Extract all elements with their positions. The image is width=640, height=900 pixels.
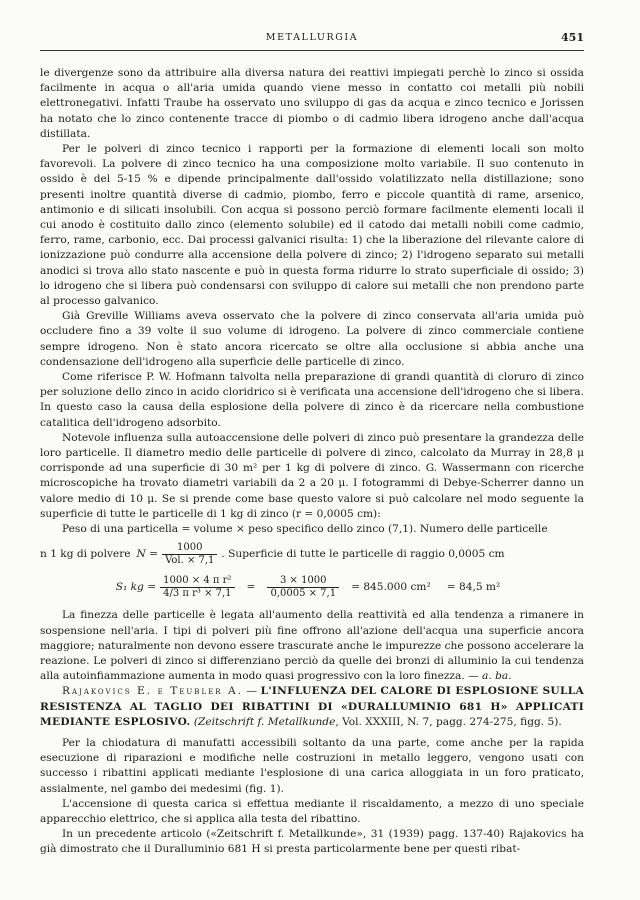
paragraph-1: le divergenze sono da attribuire alla diversa natura dei reattivi impiegati perchè lo zinco si ossida facilmente in acqua o all'aria umida quando viene messo in contatto coi metalli più nobili elettronegativi. Infatti Traube ha osservato uno sviluppo di gas da acqua e zinco tecnico e Jorissen ha notato che lo zinco contenente tracce di piombo o di cadmio libera idrogeno anche dall'acqua distillata. (40, 67, 584, 140)
article-paragraph-3: In un precedente articolo («Zeitschrift f. Metallkunde», 31 (1939) pagg. 137-40) Rajakovics ha già dimostrato che il Duralluminio 681 H si presta particolarmente bene per questi ribat- (40, 828, 584, 856)
formula1-prefix: n 1 kg di polvere (40, 548, 131, 561)
article-title: L'INFLUENZA DEL CALORE DI ESPLOSIONE SULLA RESISTENZA AL TAGLIO DEI RIBATTINI DI «DURALLUMINIO 681 H» APPLICATI MEDIANTE ESPLOSIVO. (40, 685, 584, 728)
formula2-f1-denominator: 4/3 π r³ × 7,1 (160, 587, 234, 600)
formula2-result-2: = 84,5 m² (446, 581, 501, 594)
page-header (40, 32, 584, 50)
formula-particle-count (40, 542, 584, 567)
article-paragraph-1: Per la chiodatura di manufatti accessibili soltanto da una parte, come anche per la rapida esecuzione di riparazioni e modifiche nelle costruzioni in metallo leggero, vengono usati con successo i ribattini applicati mediante l'esplosione di una carica alloggiata in un foro praticato, assialmente, nel gambo dei medesimi (fig. 1). (40, 736, 584, 795)
formula2-result-1: = 845.000 cm² (351, 581, 431, 594)
formula2-f1-numerator: 1000 × 4 π r² (163, 575, 232, 587)
paragraph-3: Già Greville Williams aveva osservato che la polvere di zinco conservata all'aria umida può occludere fino a 39 volte il suo volume di idrogeno. La polvere di zinco commerciale contiene sempre idrogeno. Non è stato ancora ricercato se oltre alla occlusione si abbia anche una condensazione dell'idrogeno alla superficie delle particelle di zinco. (40, 310, 584, 368)
article-journal: (Zeitschrift f. Metallkunde, (193, 715, 339, 728)
formula2-f2-denominator: 0,0005 × 7,1 (267, 587, 339, 600)
article-body (40, 66, 584, 858)
formula2-lhs: S₁ kg = (115, 581, 157, 594)
formula2-fraction-2 (267, 575, 339, 600)
paragraph-4: Come riferisce P. W. Hofmann talvolta nella preparazione di grandi quantità di cloruro di zinco per soluzione dello zinco in acido cloridrico si è verificata una accensione dell'idrogeno che si libera. In questo caso la causa della esplosione della polvere di zinco è da ricercare nella combustione catalitica dell'idrogeno adsorbito. (40, 371, 584, 429)
formula1-denominator: Vol. × 7,1 (162, 554, 217, 567)
paragraph-7-text: La finezza delle particelle è legata all'aumento della reattività ed alla tendenza a rimanere in sospensione nell'aria. I tipi di polveri più fine offrono all'azione dell'acqua una superficie ancora maggiore; naturalmente non devono essere trascurate anche le impurezze che possono accelerare la reazione. Le polveri di zinco si differenziano perciò da quelle dei bronzi di alluminio la cui tendenza alla autoinfiammazione aumenta in modo quasi progressivo con la loro finezza. — (40, 609, 584, 683)
article-paragraph-2: L'accensione di questa carica si effettua mediante il riscaldamento, a mezzo di uno speciale apparecchio elettrico, che si applica alla testa del ribattino. (40, 797, 584, 825)
header-rule (40, 50, 584, 51)
article-authors: Rajakovics E. e Teubler A. (62, 685, 243, 698)
formula2-fraction-1 (160, 575, 234, 600)
formula1-var: N = (136, 548, 159, 561)
paragraph-5: Notevole influenza sulla autoaccensione delle polveri di zinco può presentare la grandezza delle loro particelle. Il diametro medio delle particelle di polvere di zinco, calcolato da Murray in 28,8 μ corrisponde ad una superficie di 30 m² per 1 kg di polvere di zinco. G. Wassermann con ricerche microscopiche ha trovato diametri variabili da 2 a 20 μ. I fotogrammi di Debye-Scherrer danno un valore medio di 10 μ. Se si prende come base questo valore si può calcolare nel modo seguente la superficie di tutte le particelle di 1 kg di zinco (r = 0,0005 cm): (40, 431, 584, 520)
formula2-equals: = (246, 581, 256, 594)
paragraph-2: Per le polveri di zinco tecnico i rapporti per la formazione di elementi locali son molto favorevoli. La polvere di zinco tecnico ha una composizione molto variabile. Il suo contenuto in ossido è del 5-15 % e dipende principalmente dall'ossido volatilizzato nella distillazione; sono presenti inoltre quantità diverse di cadmio, piombo, ferro e piccole quantità di rame, arsenico, antimonio e di silicati insolubili. Con acqua si possono perciò formare facilmente elementi locali il cui anodo è costituito dallo zinco (elemento solubile) ed il catodo dai metalli nobili come cadmio, ferro, rame, carbonio, ecc. Dai processi galvanici risulta: 1) che la liberazione del rilevante calore di ionizzazione può condurre alla accensione della polvere di zinco; 2) l'idrogeno separato sui metalli anodici si trova allo stato nascente e può in questa forma ridurre lo strato superficiale di ossido; 3) lo idrogeno che si libera può condensarsi con sviluppo di calore sui metalli che non prendono parte al processo galvanico. (40, 143, 584, 308)
formula1-fraction (162, 542, 217, 567)
article-citation: Vol. XXXIII, N. 7, pagg. 274-275, figg. 5). (342, 715, 562, 728)
paragraph-7-signature: a. ba. (482, 670, 512, 683)
paragraph-7 (40, 608, 584, 684)
formula-surface (40, 575, 584, 600)
formula1-numerator: 1000 (177, 542, 203, 554)
paragraph-6: Peso di una particella = volume × peso specifico dello zinco (7,1). Numero delle particelle (62, 523, 548, 536)
formula2-f2-numerator: 3 × 1000 (279, 575, 327, 587)
article-dash: — (243, 685, 261, 698)
article-heading (40, 684, 584, 730)
formula1-suffix: . Superficie di tutte le particelle di raggio 0,0005 cm (221, 548, 505, 561)
running-title: METALLURGIA (265, 32, 359, 43)
page-number: 451 (561, 31, 584, 44)
